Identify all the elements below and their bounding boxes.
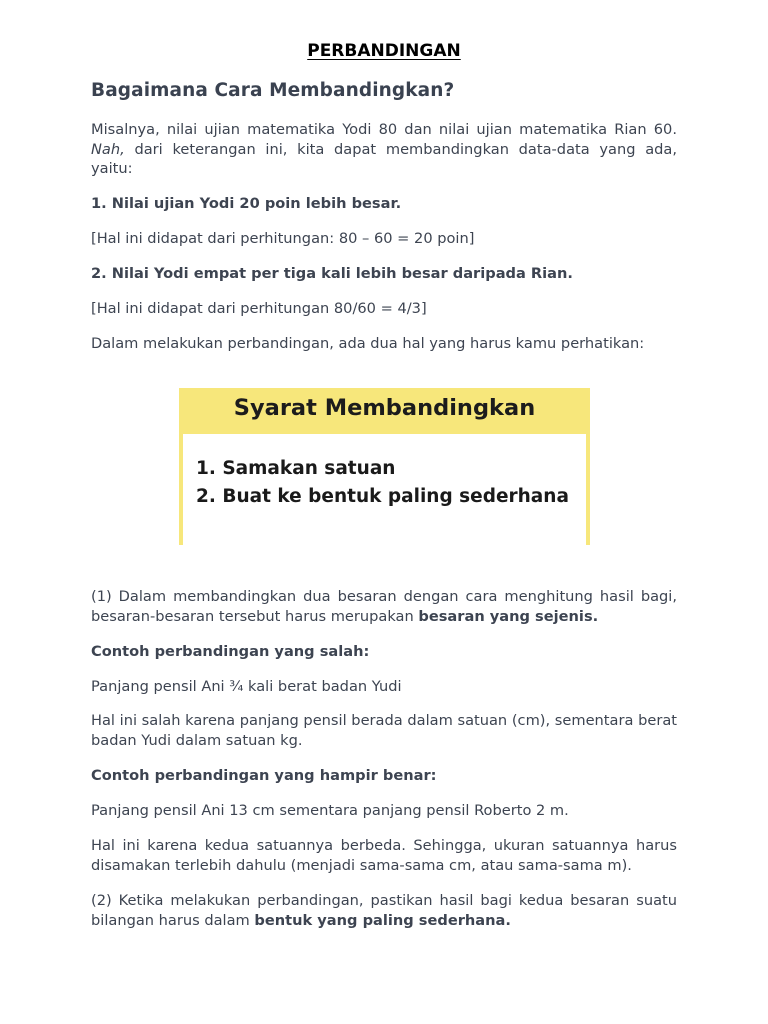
- rule-1-bold: besaran yang sejenis.: [418, 607, 599, 625]
- wrong-example-heading: Contoh perbandingan yang salah:: [91, 643, 370, 660]
- wrong-example: Panjang pensil Ani ¾ kali berat badan Yudi: [91, 678, 402, 695]
- intro-italic-word: Nah,: [91, 140, 125, 158]
- point-1: 1. Nilai ujian Yodi 20 poin lebih besar.: [91, 195, 402, 212]
- point-2-note: [Hal ini didapat dari perhitungan 80/60 = 4/3]: [91, 300, 427, 317]
- intro-paragraph: [91, 120, 677, 179]
- banner-item-1: 1. Samakan satuan: [196, 458, 396, 479]
- almost-correct-explanation: Hal ini karena kedua satuannya berbeda. Sehingga, ukuran satuannya harus disamakan terlebih dahulu (menjadi sama-sama cm, atau sama-sama m).: [91, 837, 677, 874]
- intro-text-part2: dari keterangan ini, kita dapat membandingkan data-data yang ada, yaitu:: [91, 140, 677, 177]
- section-heading: Bagaimana Cara Membandingkan?: [91, 80, 455, 101]
- lead-paragraph: Dalam melakukan perbandingan, ada dua hal yang harus kamu perhatikan:: [91, 335, 645, 352]
- banner-header: [183, 388, 586, 434]
- rule-2-bold: bentuk yang paling sederhana.: [254, 911, 511, 929]
- rule-1-paragraph: [91, 587, 677, 626]
- intro-text-part1: Misalnya, nilai ujian matematika Yodi 80 dan nilai ujian matematika Rian 60.: [91, 121, 677, 138]
- rule-2-paragraph: [91, 891, 677, 930]
- point-1-note: [Hal ini didapat dari perhitungan: 80 – 60 = 20 poin]: [91, 230, 475, 247]
- banner-item-2: 2. Buat ke bentuk paling sederhana: [196, 486, 569, 507]
- document-title-text: PERBANDINGAN: [307, 41, 461, 61]
- rule-2-text: (2) Ketika melakukan perbandingan, pastikan hasil bagi kedua besaran suatu bilangan harus dalam: [91, 892, 677, 929]
- rule-1-text: (1) Dalam membandingkan dua besaran dengan cara menghitung hasil bagi, besaran-besaran tersebut harus merupakan: [91, 588, 677, 625]
- wrong-explanation: Hal ini salah karena panjang pensil berada dalam satuan (cm), sementara berat badan Yudi dalam satuan kg.: [91, 712, 677, 749]
- banner-body: [183, 434, 586, 545]
- point-2: 2. Nilai Yodi empat per tiga kali lebih besar daripada Rian.: [91, 265, 573, 282]
- banner-title: Syarat Membandingkan: [233, 395, 536, 421]
- requirements-banner: [179, 388, 590, 545]
- document-title: [0, 41, 768, 61]
- almost-correct-example: Panjang pensil Ani 13 cm sementara panjang pensil Roberto 2 m.: [91, 802, 569, 819]
- almost-correct-heading: Contoh perbandingan yang hampir benar:: [91, 767, 437, 784]
